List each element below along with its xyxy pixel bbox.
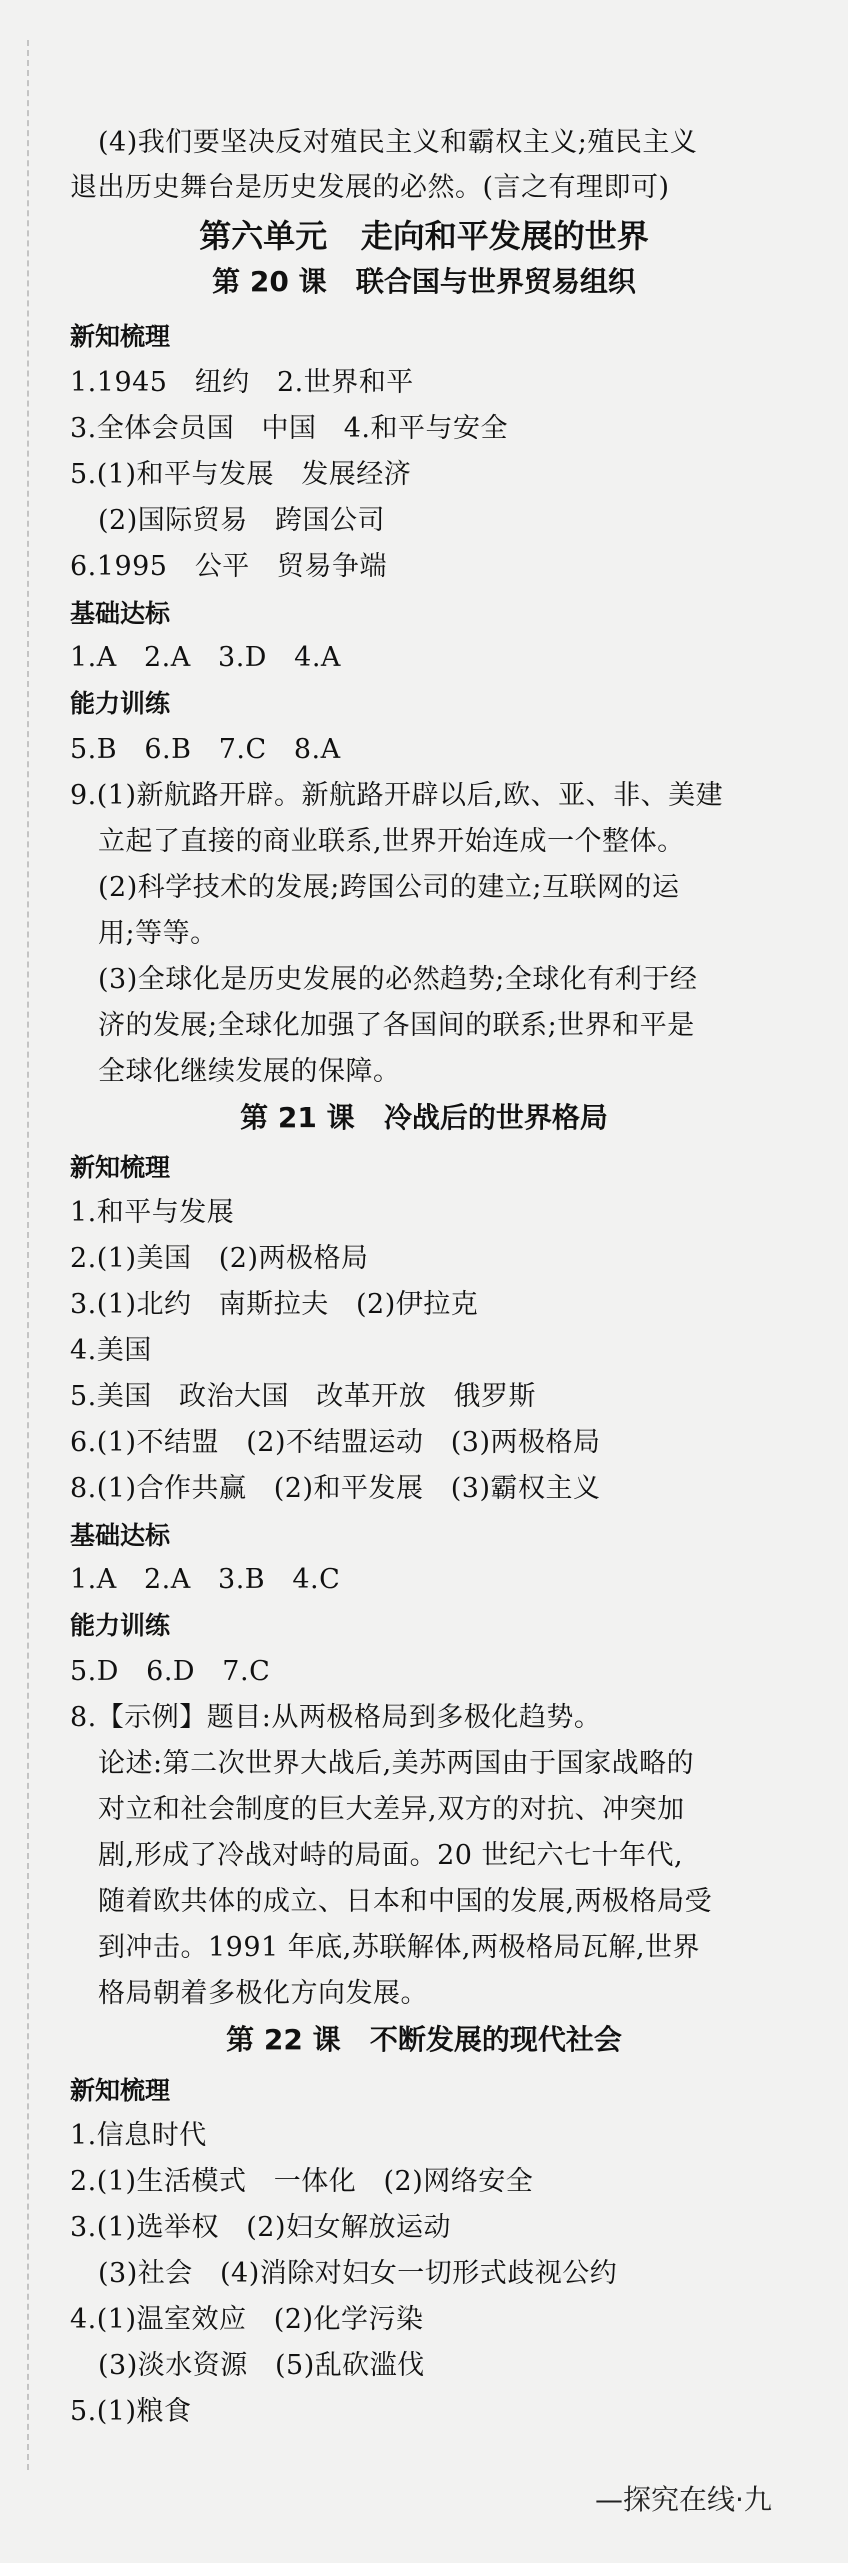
answer-line: 9.(1)新航路开辟。新航路开辟以后,欧、亚、非、美建 bbox=[70, 780, 724, 811]
intro-line: 退出历史舞台是历史发展的必然。(言之有理即可) bbox=[70, 172, 670, 203]
page-footer: —探究在线·九 bbox=[595, 2483, 772, 2516]
answer-line: (3)淡水资源 (5)乱砍滥伐 bbox=[98, 2350, 425, 2381]
lesson-title: 第 21 课 冷战后的世界格局 bbox=[240, 1101, 608, 1134]
answer-line: 5.D 6.D 7.C bbox=[70, 1656, 271, 1687]
answer-line: 1.和平与发展 bbox=[70, 1197, 235, 1228]
answer-line: 1.1945 纽约 2.世界和平 bbox=[70, 367, 414, 398]
answer-line: 6.1995 公平 贸易争端 bbox=[70, 551, 387, 582]
answer-line: 8.(1)合作共赢 (2)和平发展 (3)霸权主义 bbox=[70, 1473, 601, 1504]
lesson-title: 第 22 课 不断发展的现代社会 bbox=[226, 2023, 622, 2056]
answer-line: 1.信息时代 bbox=[70, 2120, 207, 2151]
section-heading: 新知梳理 bbox=[70, 1153, 171, 1182]
answer-line: 5.美国 政治大国 改革开放 俄罗斯 bbox=[70, 1381, 537, 1412]
section-heading: 能力训练 bbox=[70, 689, 171, 718]
answer-line: 3.(1)北约 南斯拉夫 (2)伊拉克 bbox=[70, 1289, 479, 1320]
section-heading: 新知梳理 bbox=[70, 2076, 171, 2105]
section-heading: 基础达标 bbox=[70, 599, 171, 628]
answer-line: 5.(1)和平与发展 发展经济 bbox=[70, 459, 412, 490]
lesson-title: 第 20 课 联合国与世界贸易组织 bbox=[212, 265, 636, 298]
section-heading: 能力训练 bbox=[70, 1611, 171, 1640]
answer-line: (3)社会 (4)消除对妇女一切形式歧视公约 bbox=[98, 2258, 618, 2289]
answer-line: (2)科学技术的发展;跨国公司的建立;互联网的运 bbox=[98, 872, 680, 903]
answer-line: 2.(1)美国 (2)两极格局 bbox=[70, 1243, 369, 1274]
answer-line: 剧,形成了冷战对峙的局面。20 世纪六七十年代, bbox=[98, 1840, 684, 1871]
answer-line: (2)国际贸易 跨国公司 bbox=[98, 505, 385, 536]
answer-line: 4.美国 bbox=[70, 1335, 152, 1366]
section-heading: 基础达标 bbox=[70, 1521, 171, 1550]
answer-line: 到冲击。1991 年底,苏联解体,两极格局瓦解,世界 bbox=[98, 1932, 701, 1963]
binding-margin-rule bbox=[27, 40, 29, 2470]
answer-line: 格局朝着多极化方向发展。 bbox=[98, 1978, 428, 2009]
answer-line: 立起了直接的商业联系,世界开始连成一个整体。 bbox=[98, 826, 685, 857]
answer-line: 1.A 2.A 3.D 4.A bbox=[70, 642, 341, 673]
answer-line: 对立和社会制度的巨大差异,双方的对抗、冲突加 bbox=[98, 1794, 685, 1825]
answer-line: 8.【示例】题目:从两极格局到多极化趋势。 bbox=[70, 1702, 602, 1733]
answer-line: 5.B 6.B 7.C 8.A bbox=[70, 734, 341, 765]
answer-line: 济的发展;全球化加强了各国间的联系;世界和平是 bbox=[98, 1010, 695, 1041]
answer-line: (3)全球化是历史发展的必然趋势;全球化有利于经 bbox=[98, 964, 698, 995]
answer-line: 3.全体会员国 中国 4.和平与安全 bbox=[70, 413, 509, 444]
answer-line: 6.(1)不结盟 (2)不结盟运动 (3)两极格局 bbox=[70, 1427, 601, 1458]
answer-line: 1.A 2.A 3.B 4.C bbox=[70, 1564, 341, 1595]
answer-line: 随着欧共体的成立、日本和中国的发展,两极格局受 bbox=[98, 1886, 713, 1917]
answer-line: 用;等等。 bbox=[98, 918, 218, 949]
answer-line: 全球化继续发展的保障。 bbox=[98, 1056, 401, 1087]
answer-line: 4.(1)温室效应 (2)化学污染 bbox=[70, 2304, 424, 2335]
answer-line: 3.(1)选举权 (2)妇女解放运动 bbox=[70, 2212, 451, 2243]
intro-line: (4)我们要坚决反对殖民主义和霸权主义;殖民主义 bbox=[98, 127, 698, 158]
section-heading: 新知梳理 bbox=[70, 322, 171, 351]
answer-line: 论述:第二次世界大战后,美苏两国由于国家战略的 bbox=[98, 1748, 695, 1779]
answer-line: 5.(1)粮食 bbox=[70, 2396, 192, 2427]
unit-title: 第六单元 走向和平发展的世界 bbox=[199, 217, 649, 255]
answer-line: 2.(1)生活模式 一体化 (2)网络安全 bbox=[70, 2166, 534, 2197]
